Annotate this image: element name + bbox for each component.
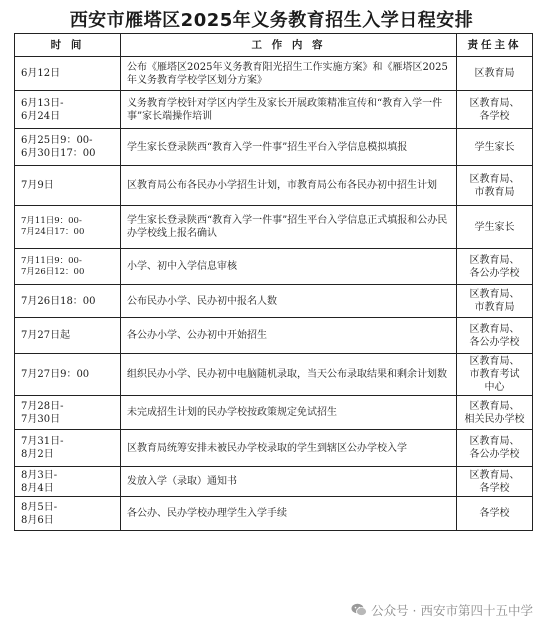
table-body — [15, 57, 533, 531]
cell-time: 7月27日9：00 — [15, 354, 121, 396]
table-row — [15, 206, 533, 249]
table-row — [15, 166, 533, 206]
cell-work: 发放入学（录取）通知书 — [121, 467, 457, 497]
cell-responsible: 区教育局、 各公办学校 — [457, 249, 533, 285]
table-row — [15, 318, 533, 354]
cell-time: 7月28日- 7月30日 — [15, 396, 121, 430]
cell-work: 各公办小学、公办初中开始招生 — [121, 318, 457, 354]
table-header-row — [15, 34, 533, 57]
cell-time: 7月27日起 — [15, 318, 121, 354]
cell-work: 公布《雁塔区2025年义务教育阳光招生工作实施方案》和《雁塔区2025年义务教育学校学区划分方案》 — [121, 57, 457, 91]
cell-responsible: 区教育局、 相关民办学校 — [457, 396, 533, 430]
cell-time: 6月25日9：00- 6月30日17：00 — [15, 129, 121, 166]
cell-work: 组织民办小学、民办初中电脑随机录取，当天公布录取结果和剩余计划数 — [121, 354, 457, 396]
cell-work: 区教育局公布各民办小学招生计划，市教育局公布各民办初中招生计划 — [121, 166, 457, 206]
cell-responsible: 学生家长 — [457, 129, 533, 166]
cell-time: 8月5日- 8月6日 — [15, 497, 121, 531]
cell-responsible: 区教育局 — [457, 57, 533, 91]
page-title: 西安市雁塔区2025年义务教育招生入学日程安排 — [69, 10, 474, 31]
table-row — [15, 57, 533, 91]
cell-responsible: 各学校 — [457, 497, 533, 531]
cell-work: 各公办、民办学校办理学生入学手续 — [121, 497, 457, 531]
header-work: 工 作 内 容 — [121, 34, 457, 57]
table-row — [15, 91, 533, 129]
table-row — [15, 129, 533, 166]
cell-responsible: 区教育局、 市教育局 — [457, 166, 533, 206]
schedule-table — [14, 33, 533, 531]
cell-work: 区教育局统筹安排未被民办学校录取的学生到辖区公办学校入学 — [121, 430, 457, 467]
cell-responsible: 区教育局、 市教育局 — [457, 285, 533, 318]
cell-time: 7月26日18：00 — [15, 285, 121, 318]
cell-responsible: 区教育局、 市教育考试 中心 — [457, 354, 533, 396]
table-row — [15, 354, 533, 396]
cell-time: 7月11日9：00- 7月26日12：00 — [15, 249, 121, 285]
wechat-icon — [351, 603, 367, 617]
cell-work: 未完成招生计划的民办学校按政策规定免试招生 — [121, 396, 457, 430]
cell-time: 7月31日- 8月2日 — [15, 430, 121, 467]
cell-time: 7月9日 — [15, 166, 121, 206]
table-row — [15, 396, 533, 430]
header-time: 时 间 — [15, 34, 121, 57]
cell-work: 学生家长登录陕西“教育入学一件事”招生平台入学信息正式填报和公办民办学校线上报名确认 — [121, 206, 457, 249]
cell-responsible: 区教育局、 各学校 — [457, 91, 533, 129]
cell-time: 8月3日- 8月4日 — [15, 467, 121, 497]
cell-work: 义务教育学校针对学区内学生及家长开展政策精准宣传和“教育入学一件事”家长端操作培训 — [121, 91, 457, 129]
table-row — [15, 467, 533, 497]
cell-responsible: 学生家长 — [457, 206, 533, 249]
cell-work: 学生家长登录陕西“教育入学一件事”招生平台入学信息模拟填报 — [121, 129, 457, 166]
cell-responsible: 区教育局、 各学校 — [457, 467, 533, 497]
cell-work: 小学、初中入学信息审核 — [121, 249, 457, 285]
cell-time: 6月13日- 6月24日 — [15, 91, 121, 129]
watermark — [349, 600, 535, 620]
cell-time: 7月11日9：00- 7月24日17：00 — [15, 206, 121, 249]
table-row — [15, 497, 533, 531]
cell-work: 公布民办小学、民办初中报名人数 — [121, 285, 457, 318]
table-row — [15, 430, 533, 467]
cell-responsible: 区教育局、 各公办学校 — [457, 430, 533, 467]
table-row — [15, 285, 533, 318]
cell-time: 6月12日 — [15, 57, 121, 91]
cell-responsible: 区教育局、 各公办学校 — [457, 318, 533, 354]
header-responsible: 责任主体 — [457, 34, 533, 57]
watermark-text: 公众号 · 西安市第四十五中学 — [371, 603, 533, 618]
table-row — [15, 249, 533, 285]
